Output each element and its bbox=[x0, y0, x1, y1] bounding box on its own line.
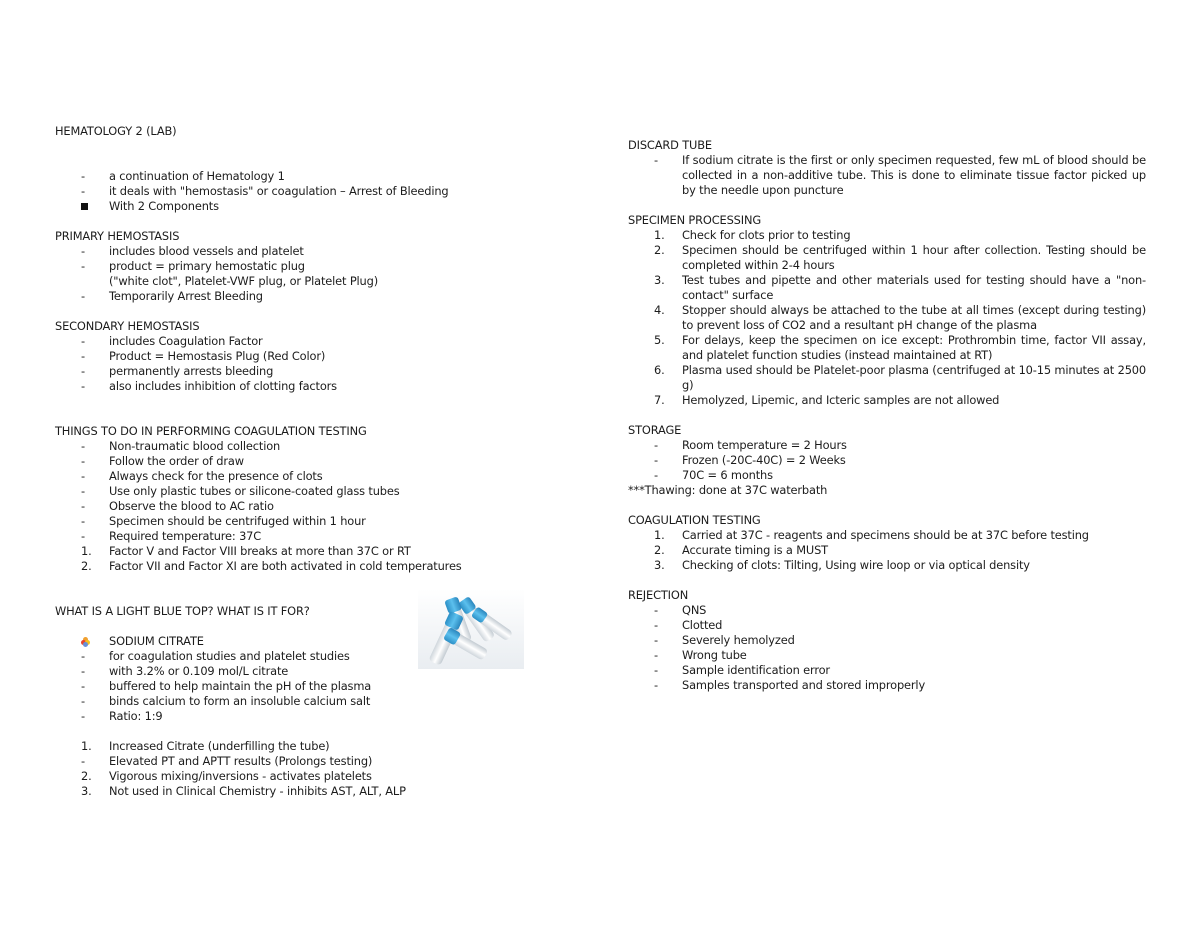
list-marker: - bbox=[81, 259, 85, 273]
list-item-text: Ratio: 1:9 bbox=[109, 709, 163, 723]
list-marker: - bbox=[81, 754, 85, 768]
list-item-text: a continuation of Hematology 1 bbox=[109, 169, 285, 183]
list-marker: - bbox=[654, 618, 658, 632]
list-item-text: Hemolyzed, Lipemic, and Icteric samples are not allowed bbox=[682, 393, 1000, 407]
light-blue-top-tubes-photo bbox=[418, 589, 524, 669]
list-item bbox=[55, 769, 525, 784]
list-marker: 2. bbox=[81, 559, 92, 573]
list-item-text: Test tubes and pipette and other materials used for testing should have a "non-contact" surface bbox=[682, 273, 1146, 302]
list-marker: 1. bbox=[654, 228, 665, 242]
list-item-text: Elevated PT and APTT results (Prolongs testing) bbox=[109, 754, 373, 768]
list-item-text: Stopper should always be attached to the tube at all times (except during testing) to prevent loss of CO2 and a resultant pH change of the plasma bbox=[682, 303, 1146, 332]
list-marker: 3. bbox=[81, 784, 92, 798]
list-item bbox=[55, 289, 525, 304]
specimen-processing-list bbox=[628, 228, 1146, 408]
list-marker: 4. bbox=[654, 303, 665, 317]
list-marker: 3. bbox=[654, 273, 665, 287]
list-item-text: Accurate timing is a MUST bbox=[682, 543, 828, 557]
list-marker: - bbox=[81, 379, 85, 393]
list-item-text: With 2 Components bbox=[109, 199, 219, 213]
list-marker: - bbox=[654, 453, 658, 467]
list-marker: 2. bbox=[654, 543, 665, 557]
list-item-text: includes blood vessels and platelet bbox=[109, 244, 304, 258]
list-marker: 7. bbox=[654, 393, 665, 407]
list-marker: - bbox=[81, 529, 85, 543]
list-item bbox=[55, 259, 525, 289]
list-item-text: Temporarily Arrest Bleeding bbox=[109, 289, 263, 303]
light-blue-top-heading: WHAT IS A LIGHT BLUE TOP? WHAT IS IT FOR? bbox=[55, 604, 310, 618]
list-marker: - bbox=[81, 679, 85, 693]
list-item-text: Check for clots prior to testing bbox=[682, 228, 851, 242]
list-marker: 3. bbox=[654, 558, 665, 572]
list-marker: - bbox=[81, 694, 85, 708]
secondary-hemostasis-heading: SECONDARY HEMOSTASIS bbox=[55, 319, 200, 333]
list-marker: 5. bbox=[654, 333, 665, 347]
list-marker: - bbox=[654, 468, 658, 482]
list-item-text: Use only plastic tubes or silicone-coated glass tubes bbox=[109, 484, 400, 498]
list-item bbox=[628, 648, 1146, 663]
list-item-text: Frozen (-20C-40C) = 2 Weeks bbox=[682, 453, 846, 467]
list-item-text: product = primary hemostatic plug bbox=[109, 259, 305, 273]
list-item bbox=[55, 454, 525, 469]
list-item-text: 70C = 6 months bbox=[682, 468, 773, 482]
list-marker: 6. bbox=[654, 363, 665, 377]
list-item-text: permanently arrests bleeding bbox=[109, 364, 274, 378]
list-marker: 2. bbox=[81, 769, 92, 783]
coagulation-testing-todo-heading: THINGS TO DO IN PERFORMING COAGULATION TESTING bbox=[55, 424, 367, 438]
list-item-text: binds calcium to form an insoluble calcium salt bbox=[109, 694, 371, 708]
list-item-text: Not used in Clinical Chemistry - inhibits AST, ALT, ALP bbox=[109, 784, 406, 798]
list-marker: - bbox=[81, 184, 85, 198]
list-item bbox=[628, 393, 1146, 408]
rejection-heading: REJECTION bbox=[628, 588, 689, 602]
list-item-text: Sample identification error bbox=[682, 663, 830, 677]
list-item bbox=[628, 678, 1146, 693]
list-item bbox=[628, 228, 1146, 243]
list-marker: - bbox=[654, 678, 658, 692]
list-item-text: Checking of clots: Tilting, Using wire loop or via optical density bbox=[682, 558, 1030, 572]
list-item bbox=[628, 363, 1146, 393]
list-item bbox=[55, 349, 525, 364]
list-marker: - bbox=[81, 244, 85, 258]
list-item bbox=[628, 333, 1146, 363]
list-item bbox=[55, 754, 525, 769]
list-item-text: QNS bbox=[682, 603, 707, 617]
list-item-text: includes Coagulation Factor bbox=[109, 334, 263, 348]
list-marker: - bbox=[81, 364, 85, 378]
list-item-text: Vigorous mixing/inversions - activates platelets bbox=[109, 769, 372, 783]
list-item-text: Non-traumatic blood collection bbox=[109, 439, 281, 453]
list-item-text: Follow the order of draw bbox=[109, 454, 244, 468]
list-item-text: also includes inhibition of clotting factors bbox=[109, 379, 337, 393]
list-item bbox=[628, 273, 1146, 303]
list-item bbox=[628, 468, 1146, 483]
list-marker: - bbox=[81, 514, 85, 528]
list-marker: - bbox=[654, 633, 658, 647]
storage-heading: STORAGE bbox=[628, 423, 682, 437]
list-item bbox=[55, 784, 525, 799]
rejection-list bbox=[628, 603, 1146, 693]
document-title: HEMATOLOGY 2 (LAB) bbox=[55, 124, 177, 138]
list-item bbox=[55, 199, 525, 214]
list-item bbox=[55, 484, 525, 499]
specimen-processing-heading: SPECIMEN PROCESSING bbox=[628, 213, 761, 227]
list-item bbox=[55, 364, 525, 379]
list-item-text: For delays, keep the specimen on ice except: Prothrombin time, factor VII assay, and platelet function studies (instead maintained at RT) bbox=[682, 333, 1146, 362]
list-item bbox=[55, 514, 525, 529]
list-item-text: Samples transported and stored improperly bbox=[682, 678, 926, 692]
list-item bbox=[628, 303, 1146, 333]
coagulation-testing-list bbox=[628, 528, 1146, 573]
list-item bbox=[628, 153, 1146, 198]
list-marker: - bbox=[654, 648, 658, 662]
list-item-text: Room temperature = 2 Hours bbox=[682, 438, 847, 452]
coagulation-testing-todo-list bbox=[55, 439, 525, 574]
list-item-subtext: ("white clot", Platelet-VWF plug, or Platelet Plug) bbox=[109, 274, 379, 288]
coagulation-testing-heading: COAGULATION TESTING bbox=[628, 513, 761, 527]
list-item bbox=[628, 243, 1146, 273]
list-marker: - bbox=[81, 664, 85, 678]
list-item bbox=[55, 529, 525, 544]
thawing-note: ***Thawing: done at 37C waterbath bbox=[628, 483, 828, 497]
list-marker: - bbox=[81, 484, 85, 498]
discard-tube-list bbox=[628, 153, 1146, 198]
list-item bbox=[55, 334, 525, 349]
list-item-text: Factor V and Factor VIII breaks at more than 37C or RT bbox=[109, 544, 411, 558]
list-item bbox=[628, 618, 1146, 633]
list-marker: - bbox=[81, 169, 85, 183]
primary-hemostasis-heading: PRIMARY HEMOSTASIS bbox=[55, 229, 180, 243]
list-item bbox=[55, 379, 525, 394]
list-item-text: Product = Hemostasis Plug (Red Color) bbox=[109, 349, 326, 363]
right-column bbox=[628, 138, 1146, 693]
list-item-text: Observe the blood to AC ratio bbox=[109, 499, 274, 513]
list-marker: - bbox=[81, 649, 85, 663]
list-item-text: for coagulation studies and platelet studies bbox=[109, 649, 350, 663]
list-marker: 1. bbox=[81, 544, 92, 558]
primary-hemostasis-list bbox=[55, 244, 525, 304]
list-marker: - bbox=[81, 469, 85, 483]
square-bullet-icon bbox=[81, 199, 103, 214]
list-item bbox=[55, 169, 525, 184]
list-item bbox=[628, 558, 1146, 573]
list-item-text: Clotted bbox=[682, 618, 723, 632]
list-item bbox=[628, 438, 1146, 453]
list-item bbox=[55, 244, 525, 259]
list-marker: 1. bbox=[654, 528, 665, 542]
secondary-hemostasis-list bbox=[55, 334, 525, 394]
list-marker: - bbox=[81, 349, 85, 363]
list-item-text: Plasma used should be Platelet-poor plasma (centrifuged at 10-15 minutes at 2500 g) bbox=[682, 363, 1146, 392]
list-item bbox=[55, 439, 525, 454]
list-marker: - bbox=[654, 603, 658, 617]
list-item bbox=[628, 603, 1146, 618]
list-item bbox=[55, 499, 525, 514]
citrate-issues-list bbox=[55, 739, 525, 799]
list-item bbox=[628, 528, 1146, 543]
list-marker: - bbox=[81, 439, 85, 453]
list-marker: 1. bbox=[81, 739, 92, 753]
list-item bbox=[55, 709, 525, 724]
list-marker: - bbox=[81, 454, 85, 468]
list-item-text: Wrong tube bbox=[682, 648, 747, 662]
list-item-text: If sodium citrate is the first or only specimen requested, few mL of blood should be collected in a non-additive tube. This is done to eliminate tissue factor picked up by the needle upon puncture bbox=[682, 153, 1146, 197]
list-item bbox=[628, 543, 1146, 558]
discard-tube-heading: DISCARD TUBE bbox=[628, 138, 712, 152]
left-column bbox=[55, 124, 525, 799]
list-item bbox=[628, 633, 1146, 648]
list-item-text: buffered to help maintain the pH of the plasma bbox=[109, 679, 372, 693]
list-item-text: Specimen should be centrifuged within 1 hour after collection. Testing should be completed within 2-4 hours bbox=[682, 243, 1146, 272]
list-item-text: SODIUM CITRATE bbox=[109, 634, 204, 648]
list-item bbox=[55, 469, 525, 484]
list-item bbox=[628, 663, 1146, 678]
list-item bbox=[55, 184, 525, 199]
list-item-text: Factor VII and Factor XI are both activated in cold temperatures bbox=[109, 559, 462, 573]
list-item-text: Specimen should be centrifuged within 1 hour bbox=[109, 514, 366, 528]
list-item bbox=[55, 679, 525, 694]
list-item-text: Required temperature: 37C bbox=[109, 529, 262, 543]
list-item bbox=[55, 544, 525, 559]
list-item-text: Carried at 37C - reagents and specimens should be at 37C before testing bbox=[682, 528, 1089, 542]
list-item-text: Always check for the presence of clots bbox=[109, 469, 323, 483]
list-item-text: with 3.2% or 0.109 mol/L citrate bbox=[109, 664, 289, 678]
list-marker: - bbox=[654, 153, 658, 167]
flower-bullet-icon bbox=[81, 634, 103, 650]
list-marker: - bbox=[81, 499, 85, 513]
list-marker: 2. bbox=[654, 243, 665, 257]
list-marker: - bbox=[654, 438, 658, 452]
list-marker: - bbox=[81, 709, 85, 723]
list-item-text: Increased Citrate (underfilling the tube) bbox=[109, 739, 330, 753]
list-item bbox=[55, 739, 525, 754]
list-item-text: it deals with "hemostasis" or coagulation – Arrest of Bleeding bbox=[109, 184, 449, 198]
list-marker: - bbox=[81, 289, 85, 303]
list-marker: - bbox=[81, 334, 85, 348]
list-item bbox=[628, 453, 1146, 468]
list-item-text: Severely hemolyzed bbox=[682, 633, 795, 647]
intro-list bbox=[55, 169, 525, 214]
storage-list bbox=[628, 438, 1146, 483]
list-item bbox=[55, 559, 525, 574]
list-marker: - bbox=[654, 663, 658, 677]
list-item bbox=[55, 694, 525, 709]
